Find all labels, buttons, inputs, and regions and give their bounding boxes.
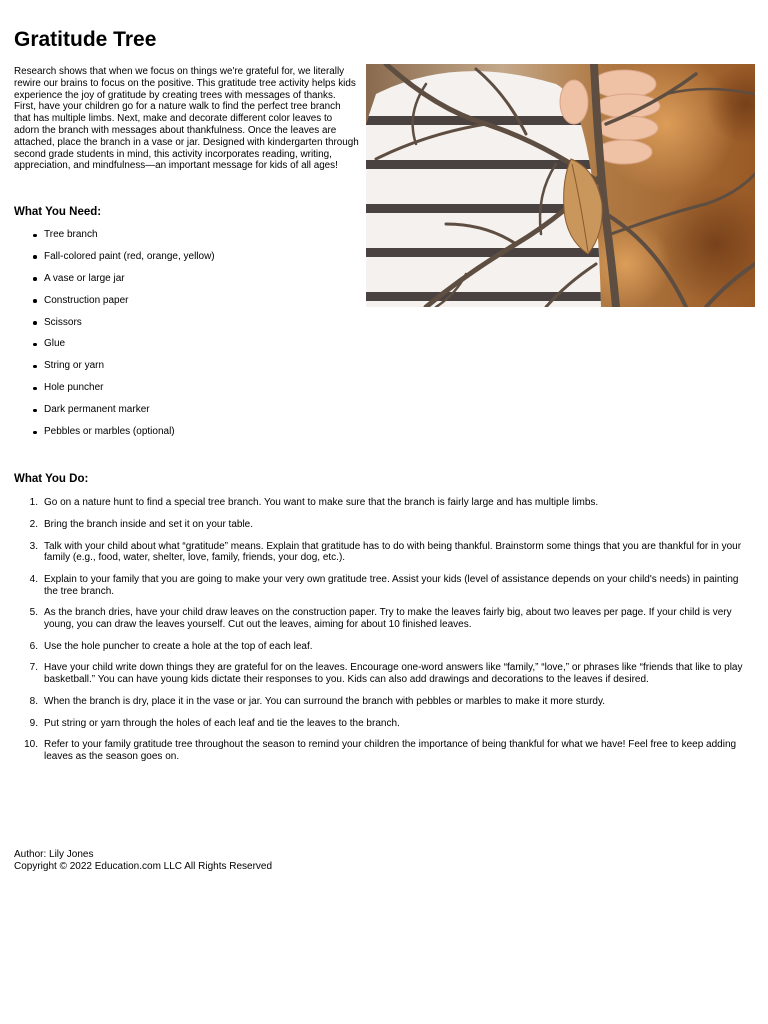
footer <box>14 849 272 873</box>
steps-list <box>14 497 754 773</box>
list-item: Tree branch <box>14 229 344 251</box>
what-you-need-heading: What You Need: <box>14 206 102 218</box>
step-number: 3. <box>29 540 38 552</box>
list-item: A vase or large jar <box>14 273 344 295</box>
step-item <box>14 574 754 597</box>
list-item: String or yarn <box>14 360 344 382</box>
intro-paragraph: Research shows that when we focus on things we're grateful for, we literally rewire our brains to focus on the positive. This gratitude tree activity helps kids experience the joy of gratitude by creating trees with messages of thanks. First, have your children go for a nature walk to find the perfect tree branch that has multiple limbs. Next, make and decorate different color leaves to adorn the branch with messages about thankfulness. Once the leaves are attached, place the branch in a vase or jar. Designed with kindergarten through second grade students in mind, this activity incorporates reading, writing, appreciation, and mindfulness—an important message for kids of all ages! <box>14 66 359 172</box>
step-item <box>14 718 754 730</box>
what-you-do-heading: What You Do: <box>14 473 89 485</box>
step-item <box>14 541 754 564</box>
step-item <box>14 607 754 630</box>
hero-photo-child-holding-branch <box>366 64 755 307</box>
step-text: When the branch is dry, place it in the vase or jar. You can surround the branch with pebbles or marbles to make it more sturdy. <box>44 695 606 707</box>
step-item <box>14 519 754 531</box>
step-number: 1. <box>29 497 38 508</box>
list-item: Hole puncher <box>14 382 344 404</box>
list-item: Fall-colored paint (red, orange, yellow) <box>14 251 344 273</box>
step-text: Have your child write down things they are grateful for on the leaves. Encourage one-word answers like “family,” “love,” or phrases like “friends that like to play basketball.” You can have young kids dictate their responses to you. Kids can also add drawings and decorations to the leaves if desired. <box>44 662 743 686</box>
materials-list <box>14 229 344 448</box>
step-text: Refer to your family gratitude tree throughout the season to remind your children the importance of being thankful for what we have! Feel free to keep adding leaves as the season goes on. <box>44 739 737 762</box>
step-number: 9. <box>29 717 38 729</box>
step-number: 2. <box>29 518 38 530</box>
step-item <box>14 497 754 509</box>
author-line: Author: Lily Jones <box>14 849 94 860</box>
step-number: 10. <box>24 739 38 751</box>
step-text: Put string or yarn through the holes of each leaf and tie the leaves to the branch. <box>44 717 400 729</box>
step-text: As the branch dries, have your child draw leaves on the construction paper. Try to make the leaves fairly big, about two leaves per page. If your child is very young, you can draw the leaves yourself. Cut out the leaves, aiming for about 10 finished leaves. <box>44 607 732 630</box>
step-number: 8. <box>29 695 38 707</box>
list-item: Scissors <box>14 317 344 339</box>
step-number: 6. <box>29 640 38 652</box>
step-text: Bring the branch inside and set it on your table. <box>44 518 254 530</box>
step-text: Explain to your family that you are going to make your very own gratitude tree. Assist your kids (level of assistance depends on your child's needs) in painting the tree branch. <box>44 573 739 597</box>
list-item: Dark permanent marker <box>14 404 344 426</box>
step-text: Use the hole puncher to create a hole at the top of each leaf. <box>44 640 313 652</box>
copyright-line: Copyright © 2022 Education.com LLC All Rights Reserved <box>14 860 273 872</box>
step-item <box>14 696 754 708</box>
page-title: Gratitude Tree <box>14 28 157 51</box>
step-number: 4. <box>29 573 38 585</box>
step-item <box>14 739 754 762</box>
step-text: Talk with your child about what “gratitude” means. Explain that gratitude has to do with being thankful. Brainstorm some things that you are thankful for in your family (e.g., food, water, shelter, love, family, friends, your dog, etc.). <box>44 540 742 564</box>
step-number: 7. <box>29 662 38 674</box>
list-item: Construction paper <box>14 295 344 317</box>
step-item <box>14 662 754 685</box>
step-number: 5. <box>29 607 38 619</box>
list-item: Glue <box>14 338 344 360</box>
step-text: Go on a nature hunt to find a special tree branch. You want to make sure that the branch is fairly large and has multiple limbs. <box>44 497 599 508</box>
step-item <box>14 641 754 653</box>
list-item: Pebbles or marbles (optional) <box>14 426 344 448</box>
